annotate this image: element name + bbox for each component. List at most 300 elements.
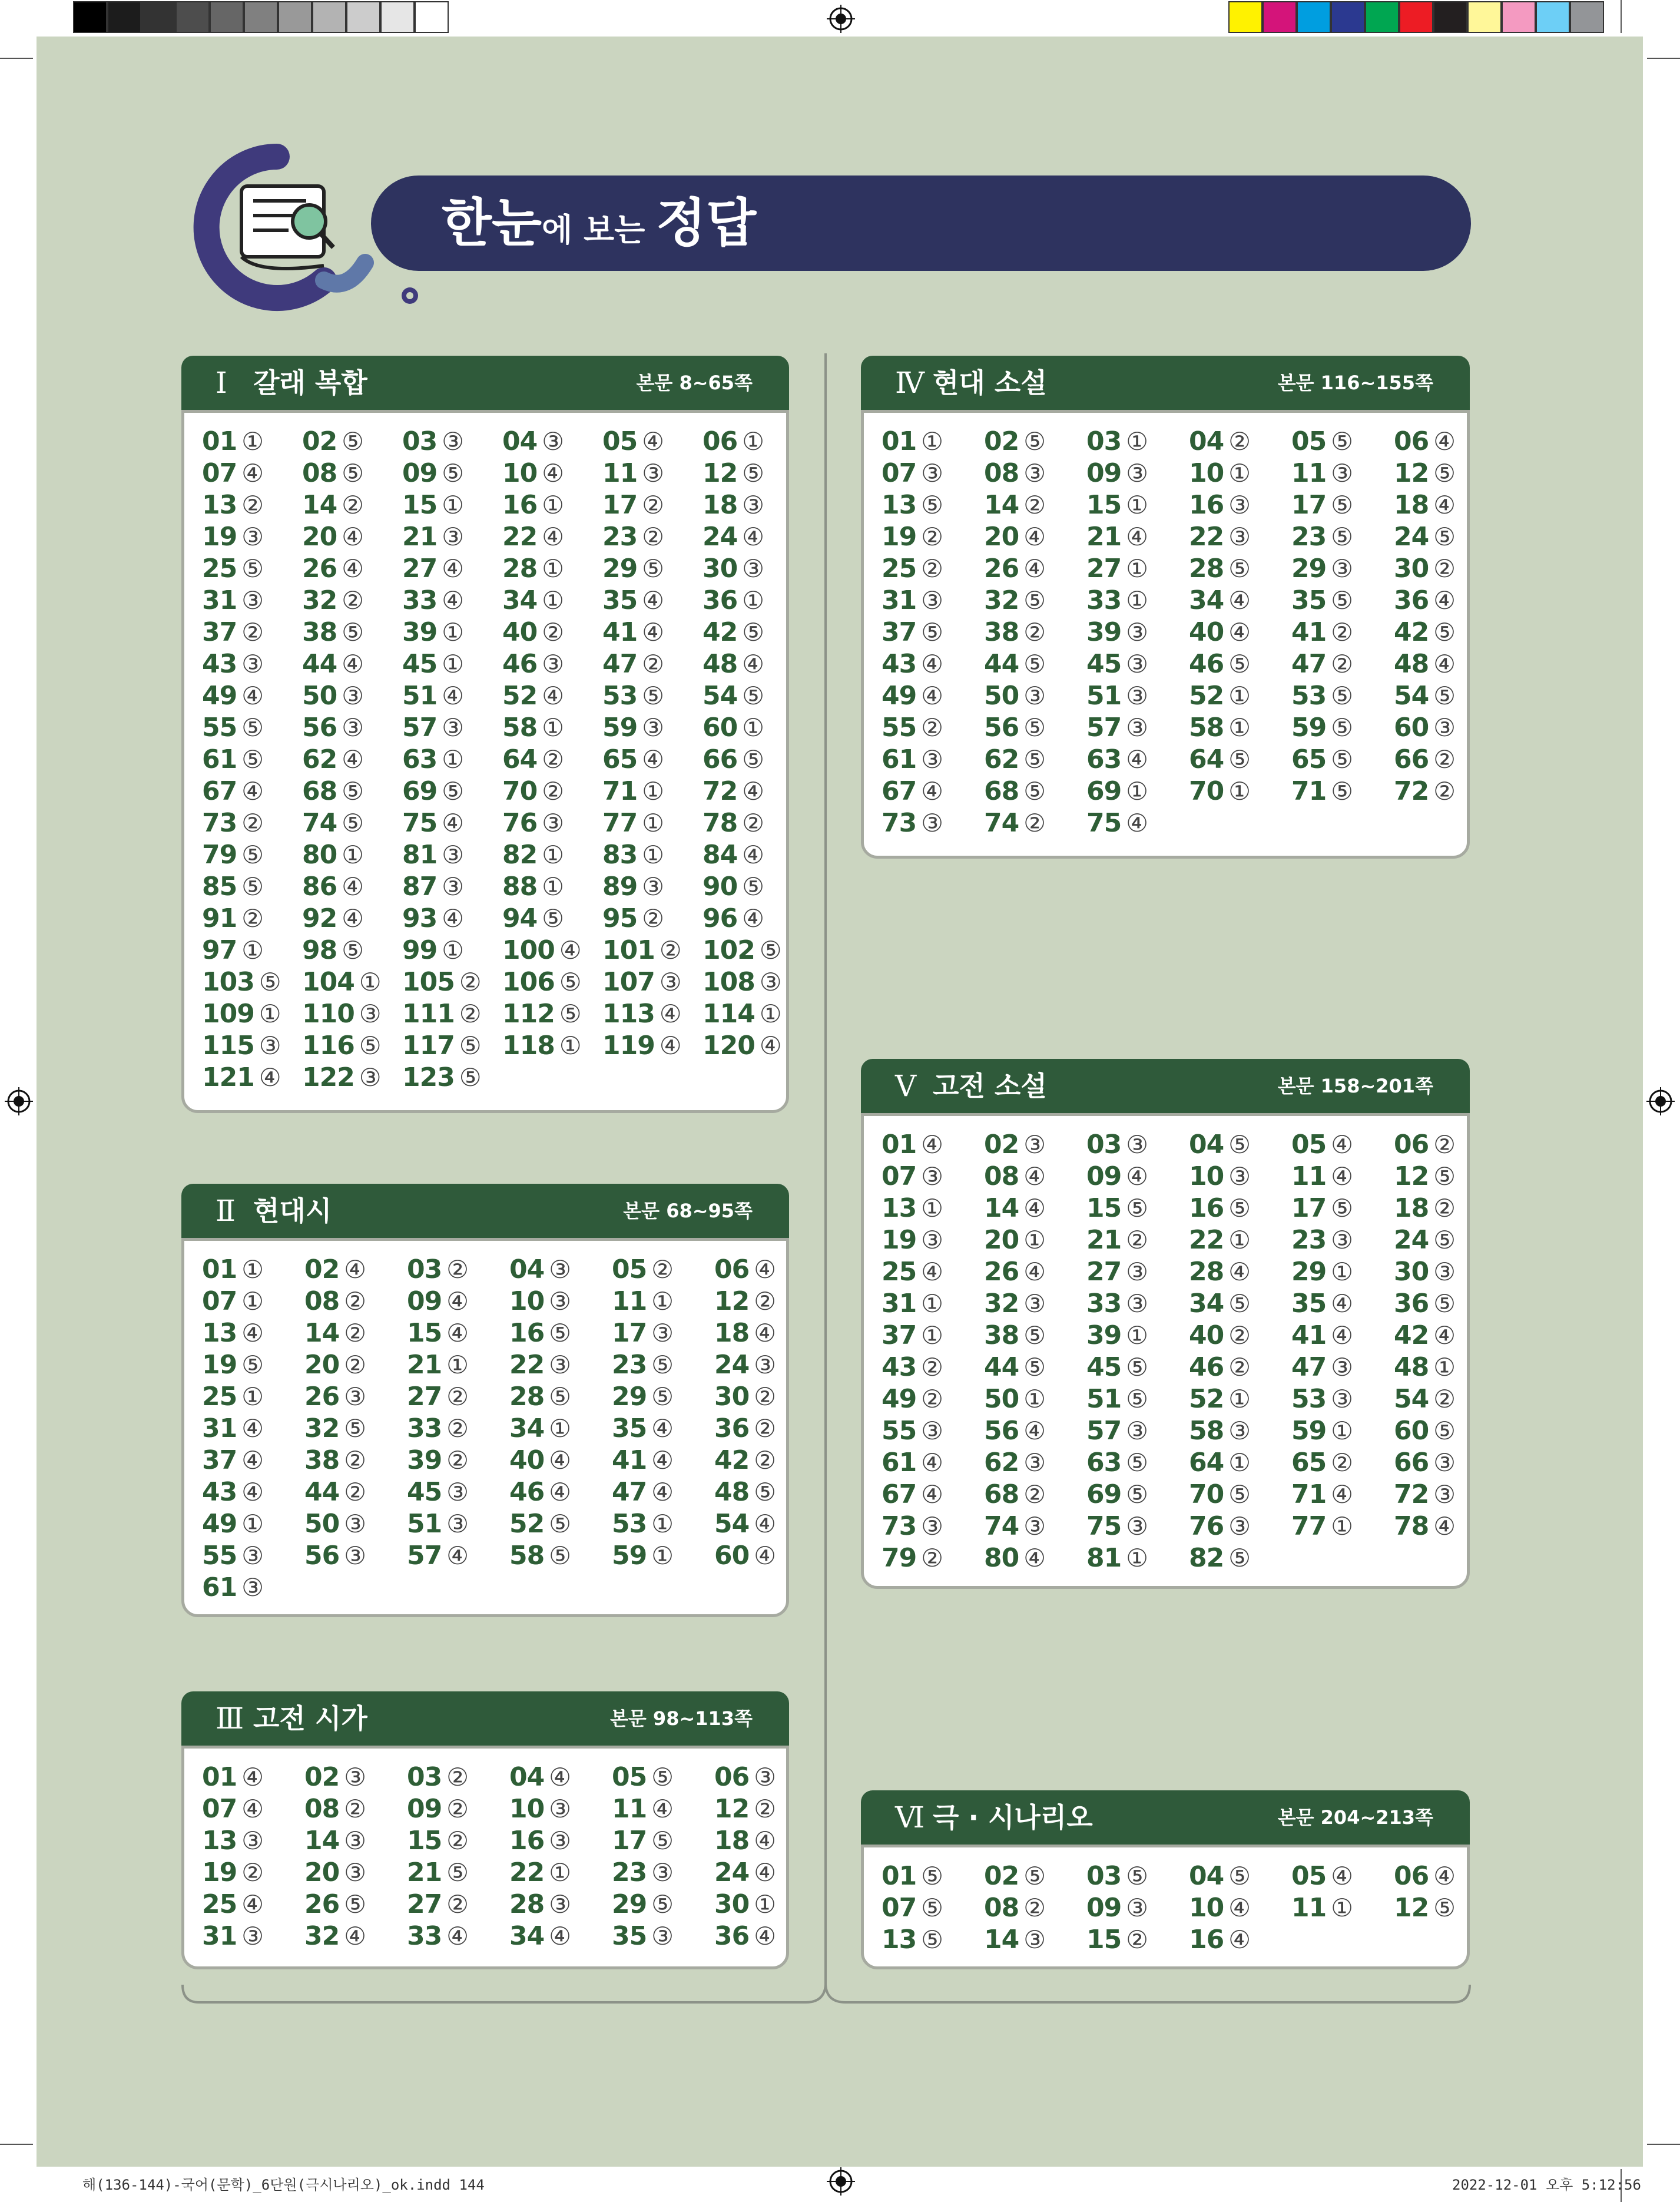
answer-item	[602, 489, 664, 521]
answer-item	[703, 807, 764, 839]
answer-choice: ②	[921, 1353, 943, 1382]
answer-item	[304, 1317, 366, 1349]
answer-item	[703, 839, 764, 871]
answer-item	[502, 1030, 582, 1062]
answer-item	[1394, 1447, 1456, 1479]
answer-item	[302, 458, 364, 489]
question-number: 58	[1189, 713, 1224, 743]
question-number: 28	[509, 1889, 545, 1919]
answer-item	[714, 1254, 776, 1286]
question-number: 42	[714, 1445, 750, 1475]
answer-item	[1394, 680, 1456, 712]
question-number: 21	[1086, 1225, 1122, 1255]
question-number: 61	[882, 744, 917, 774]
answer-choice: ③	[344, 1382, 366, 1411]
answer-item	[602, 426, 664, 458]
answer-item	[1291, 1860, 1353, 1892]
question-number: 60	[703, 713, 738, 743]
answer-choice: ①	[1331, 1416, 1353, 1445]
answer-choice: ⑤	[1126, 1353, 1148, 1382]
question-number: 21	[1086, 522, 1122, 552]
answer-choice: ④	[442, 681, 464, 710]
answer-choice: ⑤	[1126, 1194, 1148, 1223]
answer-item	[602, 712, 664, 744]
answer-choice: ④	[1126, 1162, 1148, 1191]
answer-item	[1086, 1479, 1148, 1511]
question-number: 09	[407, 1286, 442, 1316]
answer-item	[1189, 1860, 1251, 1892]
question-number: 61	[202, 1572, 237, 1602]
answer-choice: ④	[542, 522, 564, 551]
answer-item	[1291, 776, 1353, 807]
answer-item	[1189, 1415, 1251, 1447]
answer-choice: ④	[1023, 554, 1046, 583]
answer-item	[882, 521, 943, 553]
question-number: 12	[714, 1794, 750, 1824]
question-number: 52	[1189, 681, 1224, 711]
answer-item	[502, 680, 564, 712]
answer-item	[202, 903, 264, 935]
answer-item	[1394, 776, 1456, 807]
question-number: 22	[1189, 522, 1224, 552]
answer-item	[984, 489, 1046, 521]
answer-choice: ⑤	[1331, 745, 1353, 774]
answer-item	[1086, 426, 1148, 458]
answer-choice: ④	[1228, 586, 1251, 615]
answer-choice: ④	[1433, 1862, 1456, 1890]
question-number: 56	[984, 713, 1019, 743]
answer-choice: ①	[446, 1350, 469, 1379]
answer-item	[202, 1920, 264, 1952]
answer-item	[612, 1825, 674, 1857]
question-number: 08	[302, 458, 337, 488]
question-number: 34	[509, 1921, 545, 1951]
answer-choice: ④	[342, 554, 364, 583]
question-number: 82	[1189, 1543, 1224, 1573]
answer-choice: ①	[1228, 1226, 1251, 1254]
answer-choice: ④	[259, 1063, 281, 1092]
question-number: 05	[602, 426, 638, 456]
answer-choice: ⑤	[1023, 586, 1046, 615]
question-number: 02	[304, 1762, 340, 1792]
answer-item	[703, 585, 764, 617]
question-number: 55	[882, 713, 917, 743]
question-number: 14	[302, 490, 337, 520]
question-number: 27	[1086, 1257, 1122, 1287]
answer-item	[1086, 648, 1148, 680]
question-number: 12	[703, 458, 738, 488]
answer-choice: ⑤	[1023, 650, 1046, 678]
answer-item	[402, 680, 464, 712]
question-number: 105	[402, 967, 455, 997]
question-number: 02	[984, 1130, 1019, 1160]
answer-item	[1291, 680, 1353, 712]
answer-item	[1189, 744, 1251, 776]
question-number: 49	[882, 681, 917, 711]
answer-item	[882, 617, 943, 648]
answer-item	[1189, 617, 1251, 648]
question-number: 22	[509, 1857, 545, 1888]
question-number: 37	[882, 1320, 917, 1350]
question-number: 71	[1291, 1479, 1327, 1509]
answer-choice: ⑤	[1023, 427, 1046, 456]
question-number: 23	[1291, 1225, 1327, 1255]
question-number: 58	[509, 1541, 545, 1571]
question-number: 36	[714, 1921, 750, 1951]
answer-choice: ③	[442, 872, 464, 901]
question-number: 39	[1086, 1320, 1122, 1350]
answer-item	[509, 1761, 571, 1793]
question-number: 66	[703, 744, 738, 774]
answer-choice: ②	[754, 1287, 776, 1316]
answer-item	[612, 1349, 674, 1381]
answer-choice: ④	[754, 1922, 776, 1951]
answer-choice: ③	[1331, 1226, 1353, 1254]
question-number: 19	[202, 1857, 237, 1888]
answer-item	[1291, 585, 1353, 617]
answer-choice: ③	[542, 650, 564, 678]
answer-choice: ②	[241, 904, 264, 933]
answer-item	[509, 1317, 571, 1349]
question-number: 22	[1189, 1225, 1224, 1255]
answer-choice: ④	[241, 459, 264, 488]
answer-choice: ①	[742, 713, 764, 742]
question-number: 44	[304, 1477, 340, 1507]
answer-item	[612, 1857, 674, 1889]
answer-choice: ④	[1433, 586, 1456, 615]
answer-item	[1291, 648, 1353, 680]
answer-item	[202, 1793, 264, 1825]
question-number: 38	[984, 1320, 1019, 1350]
answer-choice: ③	[344, 1858, 366, 1887]
question-number: 92	[302, 903, 337, 933]
answer-item	[202, 521, 264, 553]
answer-choice: ⑤	[241, 713, 264, 742]
question-number: 32	[302, 585, 337, 615]
answer-choice: ④	[651, 1446, 674, 1475]
answer-item	[612, 1254, 674, 1286]
question-number: 45	[407, 1477, 442, 1507]
answer-choice: ③	[659, 968, 682, 996]
answer-item	[304, 1349, 366, 1381]
question-number: 43	[882, 1352, 917, 1382]
question-number: 54	[1394, 681, 1429, 711]
answer-item	[1086, 1860, 1148, 1892]
answer-choice: ④	[1331, 1162, 1353, 1191]
question-number: 72	[703, 776, 738, 806]
question-number: 04	[509, 1762, 545, 1792]
answer-choice: ①	[442, 618, 464, 647]
answer-choice: ③	[1126, 459, 1148, 488]
answer-item	[302, 617, 364, 648]
answer-choice: ④	[342, 872, 364, 901]
color-swatch	[107, 1, 141, 33]
question-number: 36	[714, 1413, 750, 1443]
answer-item	[402, 998, 482, 1030]
answer-choice: ③	[342, 681, 364, 710]
answer-item	[302, 648, 364, 680]
question-number: 03	[402, 426, 438, 456]
question-number: 115	[202, 1031, 254, 1061]
answer-choice: ⑤	[742, 872, 764, 901]
answer-choice: ⑤	[549, 1319, 571, 1347]
question-number: 04	[509, 1254, 545, 1284]
answer-choice: ②	[344, 1446, 366, 1475]
answer-item	[402, 426, 464, 458]
answer-choice: ③	[1126, 713, 1148, 742]
answer-choice: ②	[1023, 618, 1046, 647]
section-header	[861, 1790, 1470, 1845]
answer-choice: ①	[651, 1541, 674, 1570]
answer-item	[202, 458, 264, 489]
answer-choice: ⑤	[754, 1478, 776, 1506]
section-header	[861, 356, 1470, 410]
answer-item	[602, 871, 664, 903]
answer-choice: ②	[642, 904, 664, 933]
question-number: 35	[1291, 585, 1327, 615]
question-number: 43	[882, 649, 917, 679]
answer-item	[1291, 617, 1353, 648]
answer-item	[502, 807, 564, 839]
registration-mark-icon	[1646, 1087, 1675, 1115]
question-number: 10	[1189, 1893, 1224, 1923]
answer-item	[984, 1352, 1046, 1383]
answer-item	[1394, 1256, 1456, 1288]
color-swatch	[175, 1, 210, 33]
answer-choice: ①	[241, 1287, 264, 1316]
question-number: 72	[1394, 1479, 1429, 1509]
question-number: 69	[402, 776, 438, 806]
answer-choice: ⑤	[342, 936, 364, 965]
answer-choice: ④	[1023, 1544, 1046, 1572]
answer-choice: ⑤	[1228, 554, 1251, 583]
answer-item	[984, 553, 1046, 585]
answer-choice: ②	[1023, 1480, 1046, 1509]
question-number: 89	[602, 872, 638, 902]
question-number: 112	[502, 999, 555, 1029]
answer-item	[1086, 744, 1148, 776]
answer-item	[502, 871, 564, 903]
color-swatch	[278, 1, 312, 33]
answer-choice: ④	[442, 809, 464, 837]
answer-item	[1086, 1415, 1148, 1447]
question-number: 18	[1394, 490, 1429, 520]
answer-choice: ②	[342, 586, 364, 615]
answer-item	[1394, 426, 1456, 458]
answer-choice: ①	[549, 1858, 571, 1887]
answer-choice: ③	[241, 586, 264, 615]
answer-choice: ⑤	[344, 1414, 366, 1443]
answer-choice: ③	[344, 1826, 366, 1855]
question-number: 14	[984, 490, 1019, 520]
answer-item	[1086, 680, 1148, 712]
answer-item	[1189, 776, 1251, 807]
question-number: 74	[302, 808, 337, 838]
question-number: 51	[1086, 681, 1122, 711]
question-number: 15	[1086, 490, 1122, 520]
question-number: 19	[202, 522, 237, 552]
answer-choice: ③	[921, 1512, 943, 1541]
answer-choice: ⑤	[742, 618, 764, 647]
question-number: 24	[1394, 522, 1429, 552]
question-number: 05	[1291, 1861, 1327, 1891]
answer-choice: ③	[1433, 1448, 1456, 1477]
answer-choice: ④	[659, 999, 682, 1028]
question-number: 50	[984, 1384, 1019, 1414]
answer-choice: ④	[1331, 1321, 1353, 1350]
answer-choice: ④	[344, 1922, 366, 1951]
question-number: 33	[402, 585, 438, 615]
question-number: 04	[1189, 426, 1224, 456]
answer-item	[714, 1793, 776, 1825]
answer-item	[402, 521, 464, 553]
answer-choice: ④	[549, 1478, 571, 1506]
answer-choice: ③	[742, 554, 764, 583]
question-number: 109	[202, 999, 254, 1029]
answer-choice: ④	[1433, 1321, 1456, 1350]
color-swatch	[244, 1, 278, 33]
answer-item	[1189, 1479, 1251, 1511]
trim-mark	[0, 58, 33, 59]
question-number: 54	[714, 1509, 750, 1539]
question-number: 59	[1291, 713, 1327, 743]
question-number: 49	[202, 681, 237, 711]
question-number: 96	[703, 903, 738, 933]
section-number: Ⅵ	[895, 1800, 925, 1835]
question-number: 11	[602, 458, 638, 488]
answer-choice: ④	[1023, 522, 1046, 551]
question-number: 55	[202, 1541, 237, 1571]
answer-choice: ⑤	[1228, 1194, 1251, 1223]
answer-item	[1189, 458, 1251, 489]
question-number: 40	[502, 617, 538, 647]
answer-item	[1086, 712, 1148, 744]
answer-item	[602, 617, 664, 648]
question-number: 06	[1394, 1861, 1429, 1891]
answer-item	[882, 1542, 943, 1574]
answer-item	[703, 935, 782, 966]
answer-item	[984, 521, 1046, 553]
answer-item	[407, 1889, 469, 1920]
question-number: 08	[984, 458, 1019, 488]
answer-item	[1394, 521, 1456, 553]
answer-choice: ①	[1228, 681, 1251, 710]
answer-item	[1291, 712, 1353, 744]
question-number: 04	[1189, 1130, 1224, 1160]
answer-choice: ②	[754, 1446, 776, 1475]
answer-choice: ⑤	[342, 618, 364, 647]
answer-item	[509, 1508, 571, 1540]
answer-item	[602, 935, 682, 966]
answer-item	[984, 744, 1046, 776]
question-number: 68	[302, 776, 337, 806]
answer-choice: ③	[1126, 618, 1148, 647]
answer-choice: ②	[921, 1544, 943, 1572]
question-number: 25	[202, 1382, 237, 1412]
trim-mark	[1647, 2144, 1680, 2145]
answer-choice: ③	[549, 1890, 571, 1919]
question-number: 56	[984, 1416, 1019, 1446]
answer-choice: ②	[344, 1287, 366, 1316]
answer-choice: ④	[342, 904, 364, 933]
answer-item	[402, 1062, 482, 1094]
color-swatch	[1331, 1, 1365, 33]
answer-choice: ④	[1023, 1162, 1046, 1191]
answer-item	[1394, 458, 1456, 489]
answer-choice: ⑤	[559, 999, 582, 1028]
color-swatch	[1297, 1, 1331, 33]
footer-file-info: 해(136-144)-국어(문학)_6단원(극시나리오)_ok.indd 144	[82, 2177, 485, 2193]
answer-choice: ③	[651, 1319, 674, 1347]
question-number: 88	[502, 872, 538, 902]
answer-choice: ①	[1023, 1385, 1046, 1413]
answer-choice: ⑤	[342, 459, 364, 488]
answer-item	[984, 1288, 1046, 1320]
answer-choice: ①	[241, 1509, 264, 1538]
answer-item	[509, 1445, 571, 1476]
answer-item	[882, 680, 943, 712]
answer-choice: ⑤	[1023, 1862, 1046, 1890]
answer-item	[882, 553, 943, 585]
answer-item	[502, 776, 564, 807]
answer-item	[602, 966, 682, 998]
answer-item	[202, 489, 264, 521]
question-number: 29	[602, 554, 638, 584]
answer-choice: ①	[1331, 1512, 1353, 1541]
answer-choice: ②	[659, 936, 682, 965]
answer-choice: ④	[1433, 650, 1456, 678]
answer-item	[202, 807, 264, 839]
question-number: 03	[1086, 1130, 1122, 1160]
question-number: 49	[882, 1384, 917, 1414]
question-number: 07	[202, 1794, 237, 1824]
question-number: 13	[202, 1318, 237, 1348]
answer-item	[302, 1030, 382, 1062]
answer-item	[984, 680, 1046, 712]
answer-choice: ①	[559, 1031, 582, 1060]
answer-item	[202, 776, 264, 807]
answer-item	[402, 553, 464, 585]
question-number: 02	[304, 1254, 340, 1284]
answer-choice: ②	[1228, 1353, 1251, 1382]
answer-choice: ②	[342, 491, 364, 519]
answer-choice: ⑤	[1331, 713, 1353, 742]
answer-choice: ①	[1126, 777, 1148, 806]
question-number: 12	[1394, 458, 1429, 488]
answer-item	[1189, 426, 1251, 458]
answer-item	[302, 776, 364, 807]
question-number: 70	[1189, 1479, 1224, 1509]
answer-item	[509, 1413, 571, 1445]
answer-choice: ③	[241, 650, 264, 678]
answer-item	[882, 807, 943, 839]
answer-item	[984, 1511, 1046, 1542]
answer-choice: ①	[1126, 1544, 1148, 1572]
answer-item	[202, 1445, 264, 1476]
section-title: 현대시	[253, 1195, 332, 1227]
question-number: 73	[882, 1511, 917, 1541]
answer-choice: ②	[754, 1794, 776, 1823]
question-number: 113	[602, 999, 655, 1029]
answer-choice: ③	[446, 1509, 469, 1538]
answer-choice: ②	[344, 1794, 366, 1823]
answer-item	[402, 744, 464, 776]
question-number: 101	[602, 935, 655, 965]
answer-choice: ①	[651, 1509, 674, 1538]
question-number: 54	[703, 681, 738, 711]
answer-item	[703, 680, 764, 712]
question-number: 102	[703, 935, 755, 965]
